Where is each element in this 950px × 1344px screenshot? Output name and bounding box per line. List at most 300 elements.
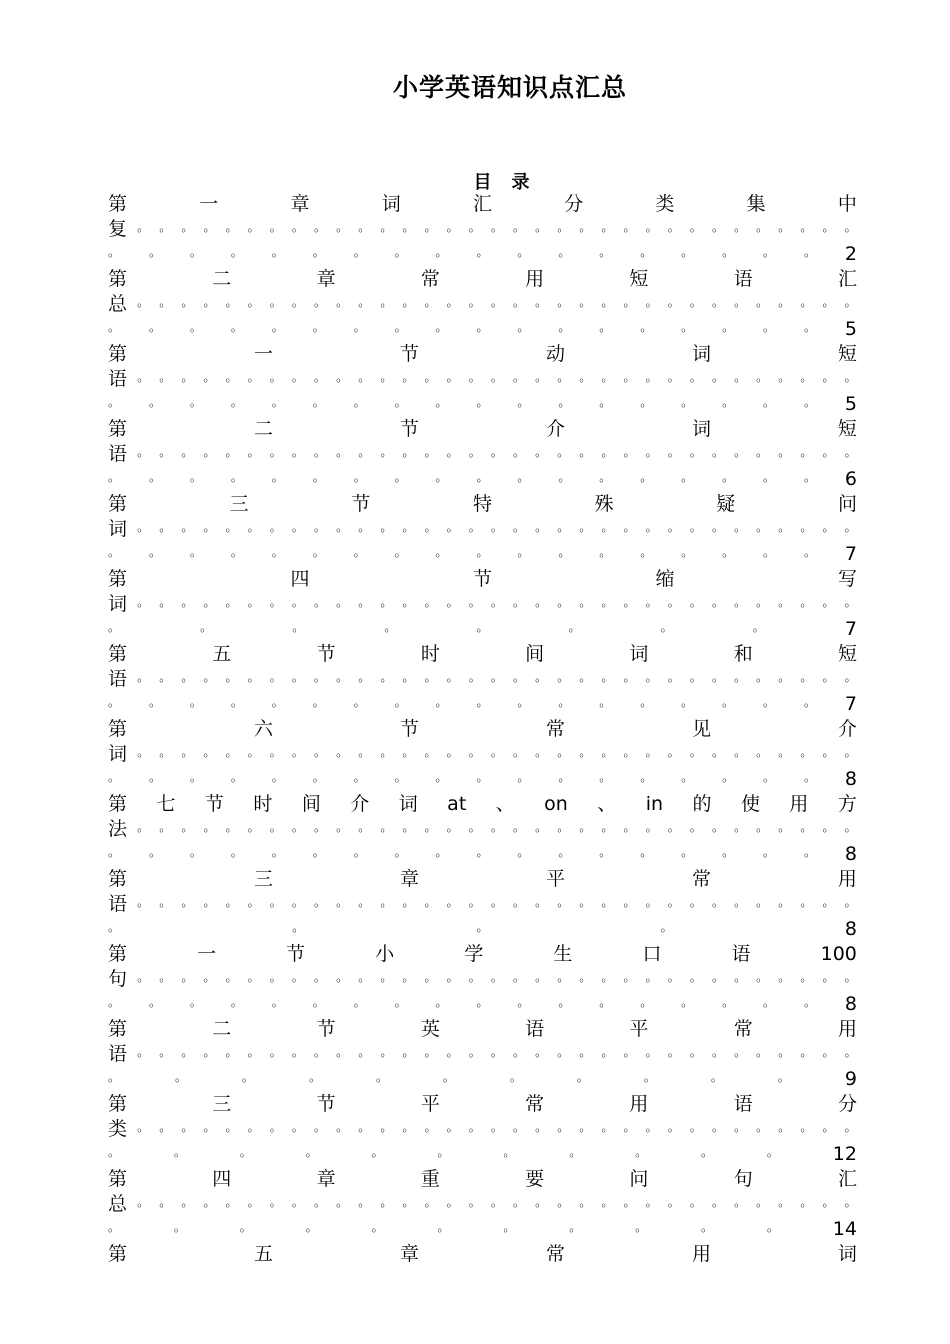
leader-dot: 。	[313, 595, 326, 609]
toc-entry-title-line	[108, 1242, 857, 1267]
toc-entry[interactable]	[108, 567, 857, 642]
leader-dot: 。	[822, 595, 835, 609]
leader-dot: 。	[734, 820, 747, 834]
toc-title-char: 章	[399, 868, 419, 890]
leader-dot: 。	[159, 520, 172, 534]
toc-title-char: 第	[108, 718, 128, 740]
toc-entry-title-line	[108, 1167, 857, 1192]
document-title: 小学英语知识点汇总	[392, 73, 627, 102]
toc-title-char: 七	[156, 793, 176, 815]
toc-title-char: 章	[399, 1243, 419, 1265]
leader-dot: 。	[512, 220, 525, 234]
leader-dot: 。	[579, 895, 592, 909]
leader-dot: 。	[558, 695, 571, 709]
toc-entry[interactable]	[108, 342, 857, 417]
toc-title-char: 二	[212, 1018, 232, 1040]
leader-dot: 。	[468, 520, 481, 534]
leader-dot: 。	[623, 295, 636, 309]
leader-dot: 。	[380, 820, 393, 834]
leader-dot: 。	[681, 845, 694, 859]
leader-dot: 。	[681, 245, 694, 259]
leader-dot: 。	[181, 970, 194, 984]
toc-title-char: 六	[253, 718, 273, 740]
leader-dot: 。	[476, 995, 489, 1009]
leader-dot: 。	[623, 1120, 636, 1134]
leader-dot: 。	[137, 895, 150, 909]
toc-entry[interactable]	[108, 717, 857, 792]
leader-dot: 。	[271, 470, 284, 484]
leader-dot: 。	[371, 1145, 384, 1159]
leader-dot: 。	[336, 895, 349, 909]
leader-dot: 。	[269, 295, 282, 309]
leader-dot: 。	[601, 895, 614, 909]
leader-dot: 。	[579, 220, 592, 234]
leader-dot: 。	[358, 820, 371, 834]
leader-dot: 。	[358, 595, 371, 609]
leader-dot: 。	[181, 520, 194, 534]
leader-dot: 。	[435, 395, 448, 409]
leader-dot: 。	[490, 970, 503, 984]
toc-title-char: 用	[789, 793, 809, 815]
leader-dot: 。	[230, 845, 243, 859]
leader-dot: 。	[239, 1220, 252, 1234]
leader-dot: 。	[711, 895, 724, 909]
leader-dot: 。	[579, 295, 592, 309]
toc-entry[interactable]	[108, 1092, 857, 1167]
toc-title-char: 写	[837, 568, 857, 590]
toc-entry[interactable]	[108, 642, 857, 717]
leader-dot: 。	[380, 295, 393, 309]
leader-dot: 。	[181, 220, 194, 234]
leader-dot: 。	[424, 520, 437, 534]
leader-dot: 。	[476, 470, 489, 484]
leader-dot: 。	[640, 395, 653, 409]
leader-dot: 。	[557, 370, 570, 384]
leader-dot: 。	[640, 245, 653, 259]
leader-dot: 。	[734, 745, 747, 759]
leader-dot: 。	[291, 895, 304, 909]
toc-title-char: 用	[629, 1093, 649, 1115]
leader-dot: 。	[640, 545, 653, 559]
toc-title-char: 见	[691, 718, 711, 740]
toc-entry[interactable]	[108, 942, 857, 1017]
toc-entry[interactable]	[108, 417, 857, 492]
leader-dot: 。	[313, 745, 326, 759]
leader-dot: 。	[308, 1070, 321, 1084]
leader-dot: 。	[200, 620, 213, 634]
leader-dot: 。	[512, 595, 525, 609]
leader-dot: 。	[535, 895, 548, 909]
leader-dot: 。	[336, 220, 349, 234]
toc-entry-title-line	[108, 1017, 857, 1042]
leader-dot: 。	[711, 1120, 724, 1134]
toc-title-char: 词	[108, 743, 128, 765]
leader-dot: 。	[601, 520, 614, 534]
toc-entry-page-line	[108, 1067, 857, 1092]
leader-dot: 。	[225, 295, 238, 309]
leader-dot: 。	[247, 370, 260, 384]
toc-entry[interactable]	[108, 1167, 857, 1242]
leader-dot: 。	[722, 320, 735, 334]
leader-dot: 。	[711, 1045, 724, 1059]
leader-dot: 。	[689, 1195, 702, 1209]
leader-dot: 。	[380, 670, 393, 684]
toc-entry-title-line	[108, 192, 857, 217]
leader-dot: 。	[375, 1070, 388, 1084]
leader-dot: 。	[681, 545, 694, 559]
leader-dot: 。	[517, 995, 530, 1009]
leader-dot: 。	[108, 395, 121, 409]
leader-dot: 。	[557, 445, 570, 459]
leader-dot: 。	[353, 395, 366, 409]
toc-title-char: 词	[381, 193, 401, 215]
leader-dot: 。	[579, 1045, 592, 1059]
toc-page-number: 7	[844, 693, 857, 715]
toc-title-char: 类	[655, 193, 675, 215]
leader-dot: 。	[763, 395, 776, 409]
leader-dot: 。	[312, 845, 325, 859]
leader-dot: 。	[763, 995, 776, 1009]
leader-dot: 。	[291, 1045, 304, 1059]
toc-title-char: 的	[692, 793, 712, 815]
toc-entry-title-line	[108, 492, 857, 517]
leader-dot: 。	[225, 970, 238, 984]
leader-dot: 。	[822, 670, 835, 684]
leader-dot: 。	[446, 1120, 459, 1134]
leader-dot: 。	[601, 820, 614, 834]
toc-entry[interactable]	[108, 267, 857, 342]
leader-dot: 。	[203, 895, 216, 909]
leader-dot: 。	[159, 820, 172, 834]
leader-dot: 。	[380, 1045, 393, 1059]
leader-dot: 。	[778, 1045, 791, 1059]
leader-dot: 。	[394, 770, 407, 784]
leader-dot: 。	[800, 520, 813, 534]
leader-dot: 。	[822, 1045, 835, 1059]
leader-dot: 。	[402, 670, 415, 684]
leader-dot: 。	[468, 670, 481, 684]
leader-dot: 。	[402, 220, 415, 234]
leader-dot: 。	[468, 595, 481, 609]
leader-dot: 。	[181, 670, 194, 684]
toc-title-char: 第	[108, 943, 128, 965]
leader-dot: 。	[424, 595, 437, 609]
leader-dot: 。	[137, 445, 150, 459]
leader-dot: 。	[689, 970, 702, 984]
leader-dot: 。	[468, 970, 481, 984]
leader-dot: 。	[844, 220, 857, 234]
toc-title-char: 节	[316, 1093, 336, 1115]
leader-dot: 。	[623, 745, 636, 759]
leader-dot: 。	[701, 1145, 714, 1159]
leader-dot: 。	[203, 745, 216, 759]
toc-title-char: 语	[108, 368, 128, 390]
leader-dot: 。	[394, 695, 407, 709]
toc-page-number: 2	[844, 243, 857, 265]
leader-dot: 。	[778, 220, 791, 234]
leader-dot: 。	[159, 370, 172, 384]
leader-dot: 。	[822, 820, 835, 834]
leader-dot: 。	[535, 520, 548, 534]
leader-dot: 。	[468, 1120, 481, 1134]
leader-dot: 。	[402, 520, 415, 534]
leader-dot: 。	[189, 470, 202, 484]
leader-dot: 。	[476, 245, 489, 259]
leader-dot: 。	[623, 520, 636, 534]
leader-dot: 。	[137, 820, 150, 834]
toc-entry-title-line	[108, 267, 857, 292]
leader-dot: 。	[579, 520, 592, 534]
leader-dot: 。	[424, 970, 437, 984]
leader-dot: 。	[247, 670, 260, 684]
leader-dot: 。	[535, 220, 548, 234]
leader-dot: 。	[424, 820, 437, 834]
leader-dot: 。	[722, 470, 735, 484]
toc-title-char: 第	[108, 268, 128, 290]
leader-dot: 。	[763, 470, 776, 484]
leader-dot: 。	[623, 220, 636, 234]
toc-entry-page-line	[108, 917, 857, 942]
toc-title-char: 用	[837, 868, 857, 890]
leader-dot: 。	[734, 220, 747, 234]
leader-dot: 。	[844, 295, 857, 309]
leader-dot: 。	[640, 695, 653, 709]
leader-dot: 。	[579, 970, 592, 984]
leader-dot: 。	[667, 445, 680, 459]
toc-title-char: 用	[837, 1018, 857, 1040]
leader-dot: 。	[358, 445, 371, 459]
toc-entry-leader-line	[108, 292, 857, 317]
leader-dot: 。	[734, 520, 747, 534]
leader-dot: 。	[557, 520, 570, 534]
toc-title-char: 平	[629, 1018, 649, 1040]
leader-dot: 。	[681, 695, 694, 709]
toc-title-char: 第	[108, 1168, 128, 1190]
leader-dot: 。	[490, 1195, 503, 1209]
leader-dot: 。	[800, 970, 813, 984]
toc-title-char: 汇	[837, 268, 857, 290]
leader-dot: 。	[558, 395, 571, 409]
leader-dot: 。	[576, 1070, 589, 1084]
leader-dot: 。	[225, 595, 238, 609]
leader-dot: 。	[623, 1195, 636, 1209]
toc-entry[interactable]	[108, 492, 857, 567]
leader-dot: 。	[722, 245, 735, 259]
leader-dot: 。	[353, 845, 366, 859]
leader-dot: 。	[778, 520, 791, 534]
toc-title-char: 语	[733, 1093, 753, 1115]
leader-dot: 。	[734, 295, 747, 309]
leader-dot: 。	[181, 370, 194, 384]
leader-dot: 。	[247, 970, 260, 984]
leader-dot: 。	[173, 1145, 186, 1159]
leader-dot: 。	[442, 1070, 455, 1084]
leader-dot: 。	[435, 695, 448, 709]
toc-title-char: 介	[545, 418, 565, 440]
toc-title-char: 第	[108, 343, 128, 365]
leader-dot: 。	[711, 295, 724, 309]
toc-entry[interactable]	[108, 867, 857, 942]
toc-title-char: 第	[108, 193, 128, 215]
leader-dot: 。	[291, 595, 304, 609]
leader-dot: 。	[159, 1195, 172, 1209]
leader-dot: 。	[734, 970, 747, 984]
leader-dot: 。	[822, 520, 835, 534]
toc-title-char: 法	[108, 818, 128, 840]
leader-dot: 。	[645, 970, 658, 984]
toc-title-char: 特	[472, 493, 492, 515]
toc-title-char: 平	[545, 868, 565, 890]
leader-dot: 。	[291, 370, 304, 384]
leader-dot: 。	[800, 295, 813, 309]
leader-dot: 。	[173, 1220, 186, 1234]
leader-dot: 。	[645, 670, 658, 684]
leader-dot: 。	[137, 370, 150, 384]
leader-dot: 。	[225, 1120, 238, 1134]
leader-dot: 。	[579, 820, 592, 834]
leader-dot: 。	[468, 295, 481, 309]
leader-dot: 。	[822, 1195, 835, 1209]
leader-dot: 。	[435, 470, 448, 484]
toc-title-char: 第	[108, 868, 128, 890]
leader-dot: 。	[517, 545, 530, 559]
toc-entry-page-line	[108, 992, 857, 1017]
leader-dot: 。	[336, 595, 349, 609]
leader-dot: 。	[711, 220, 724, 234]
toc-entry[interactable]	[108, 1017, 857, 1092]
toc-title-char: 用	[691, 1243, 711, 1265]
leader-dot: 。	[645, 445, 658, 459]
leader-dot: 。	[225, 895, 238, 909]
leader-dot: 。	[800, 1045, 813, 1059]
leader-dot: 。	[599, 395, 612, 409]
leader-dot: 。	[778, 445, 791, 459]
toc-title-char: 第	[108, 1018, 128, 1040]
leader-dot: 。	[137, 520, 150, 534]
leader-dot: 。	[402, 970, 415, 984]
toc-title-char: 殊	[594, 493, 614, 515]
leader-dot: 。	[711, 445, 724, 459]
leader-dot: 。	[402, 370, 415, 384]
leader-dot: 。	[271, 545, 284, 559]
toc-entry-leader-line	[108, 1042, 857, 1067]
leader-dot: 。	[108, 1220, 121, 1234]
toc-title-char: 平	[420, 1093, 440, 1115]
leader-dot: 。	[535, 670, 548, 684]
toc-title-char: 第	[108, 493, 128, 515]
leader-dot: 。	[579, 670, 592, 684]
leader-dot: 。	[512, 895, 525, 909]
leader-dot: 。	[291, 745, 304, 759]
leader-dot: 。	[108, 770, 121, 784]
leader-dot: 。	[635, 1220, 648, 1234]
leader-dot: 。	[601, 445, 614, 459]
leader-dot: 。	[189, 395, 202, 409]
leader-dot: 。	[336, 745, 349, 759]
toc-entry[interactable]	[108, 1242, 857, 1267]
toc-page-number: 7	[844, 618, 857, 640]
leader-dot: 。	[535, 295, 548, 309]
toc-entry-page-line	[108, 1142, 857, 1167]
toc-entry[interactable]	[108, 192, 857, 267]
leader-dot: 。	[756, 370, 769, 384]
leader-dot: 。	[763, 845, 776, 859]
toc-entry-page-line	[108, 242, 857, 267]
leader-dot: 。	[269, 370, 282, 384]
leader-dot: 。	[313, 520, 326, 534]
leader-dot: 。	[599, 695, 612, 709]
leader-dot: 。	[601, 1045, 614, 1059]
leader-dot: 。	[689, 520, 702, 534]
leader-dot: 。	[667, 520, 680, 534]
leader-dot: 。	[225, 220, 238, 234]
leader-dot: 。	[269, 595, 282, 609]
leader-dot: 。	[468, 820, 481, 834]
toc-title-char: 类	[108, 1118, 128, 1140]
leader-dot: 。	[394, 320, 407, 334]
leader-dot: 。	[269, 970, 282, 984]
leader-dot: 。	[358, 295, 371, 309]
toc-title-char: 语	[108, 443, 128, 465]
leader-dot: 。	[269, 445, 282, 459]
leader-dot: 。	[402, 595, 415, 609]
toc-title-char: 词	[691, 343, 711, 365]
leader-dot: 。	[203, 670, 216, 684]
leader-dot: 。	[225, 670, 238, 684]
leader-dot: 。	[640, 770, 653, 784]
toc-page-number: 14	[832, 1218, 857, 1240]
leader-dot: 。	[159, 595, 172, 609]
leader-dot: 。	[844, 970, 857, 984]
leader-dot: 。	[601, 1195, 614, 1209]
leader-dot: 。	[601, 670, 614, 684]
leader-dot: 。	[490, 220, 503, 234]
leader-dot: 。	[225, 1045, 238, 1059]
leader-dot: 。	[468, 1195, 481, 1209]
toc-title-char: 词	[108, 518, 128, 540]
leader-dot: 。	[623, 595, 636, 609]
leader-dot: 。	[844, 895, 857, 909]
leader-dot: 。	[800, 820, 813, 834]
leader-dot: 。	[468, 220, 481, 234]
toc-title-char: 时	[420, 643, 440, 665]
leader-dot: 。	[689, 1120, 702, 1134]
toc-title-char: 常	[525, 1093, 545, 1115]
leader-dot: 。	[358, 895, 371, 909]
leader-dot: 。	[435, 545, 448, 559]
leader-dot: 。	[844, 1045, 857, 1059]
toc-title-char: 动	[545, 343, 565, 365]
leader-dot: 。	[137, 970, 150, 984]
leader-dot: 。	[579, 1195, 592, 1209]
leader-dot: 。	[203, 370, 216, 384]
leader-dot: 。	[230, 395, 243, 409]
leader-dot: 。	[512, 445, 525, 459]
leader-dot: 。	[844, 1195, 857, 1209]
leader-dot: 。	[203, 295, 216, 309]
leader-dot: 。	[247, 820, 260, 834]
leader-dot: 。	[756, 1195, 769, 1209]
leader-dot: 。	[803, 995, 816, 1009]
leader-dot: 。	[763, 320, 776, 334]
leader-dot: 。	[181, 1045, 194, 1059]
leader-dot: 。	[312, 695, 325, 709]
leader-dot: 。	[822, 220, 835, 234]
leader-dot: 。	[108, 320, 121, 334]
leader-dot: 。	[667, 745, 680, 759]
toc-entry[interactable]	[108, 792, 857, 867]
toc-title-char: 学	[464, 943, 484, 965]
